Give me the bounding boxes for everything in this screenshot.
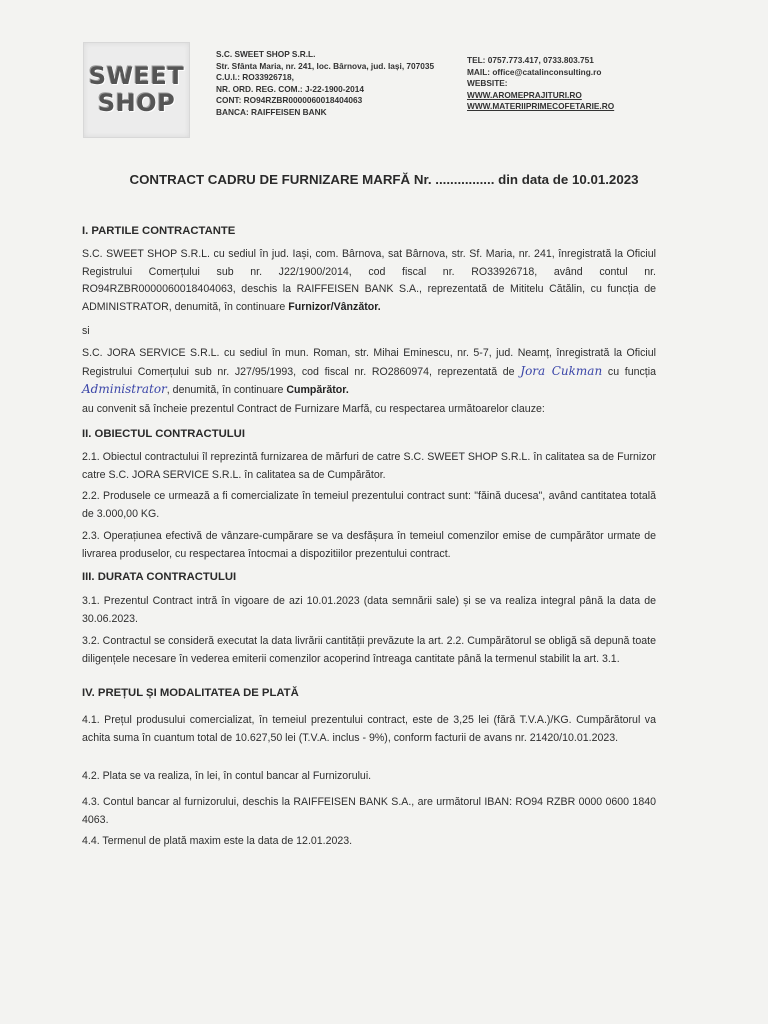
section-1-heading: I. PARTILE CONTRACTANTE [82,225,236,237]
company-reg-com: NR. ORD. REG. COM.: J-22-1900-2014 [216,83,365,94]
clause-4-2: 4.2. Plata se va realiza, în lei, în contul bancar al Furnizorului. [82,770,372,782]
website-link-2[interactable]: WWW.MATERIIPRIMECOFETARIE.RO [467,101,615,111]
supplier-role: Furnizor/Vânzător. [288,300,381,313]
clause-3-1: 3.1. Prezentul Contract intră în vigoare de azi 10.01.2023 (data semnării sale) și se va realiza integral până la data de 30.06.2023. [82,595,656,625]
logo-text-line1: SWEET [88,62,185,90]
section-1-supplier-paragraph [82,246,656,316]
company-details [216,49,481,118]
contact-website-label: WEBSITE: [467,78,508,88]
section-1-agreement: au convenit să încheie prezentul Contract de Furnizare Marfă, cu respectarea următoarelor clauze: [82,403,545,415]
clause-2-2: 2.2. Produsele ce urmează a fi comercializate în temeiul prezentului contract sunt: "făină ducesa", având cantitatea totală de 3.000,00 KG. [82,490,656,520]
contact-details [467,55,667,113]
logo-text-line2: SHOP [97,89,176,117]
handwritten-representative-name: Jora Cukman [520,363,603,378]
buyer-function-label: cu funcția [607,365,656,378]
section-1-si: si [82,325,90,337]
section-2-heading: II. OBIECTUL CONTRACTULUI [82,428,245,440]
clause-3-2: 3.2. Contractul se consideră executat la data livrării cantității prevăzute la art. 2.2. Cumpărătorul se obligă să depună toate diligențele necesare în vederea emiterii comenzilor acoperind întreaga cantitate până la termenul stabilit la art. 3.1. [82,635,656,665]
supplier-text: S.C. SWEET SHOP S.R.L. cu sediul în jud. Iași, com. Bârnova, sat Bârnova, str. Sf. Maria, nr. 241, înregistrată la Oficiul Registrului Comerțului sub nr. J22/1900/2014, cod fiscal nr. RO33926718, având contul nr. RO94RZBR0000060018404063, deschis la RAIFFEISEN BANK S.A., reprezentată de Mititelu Cătălin, cu funcția de ADMINISTRATOR, denumită, în continuare [82,248,656,313]
contract-title: CONTRACT CADRU DE FURNIZARE MARFĂ Nr. ................ din data de 10.01.2023 [129,172,639,187]
contact-phone: TEL: 0757.773.417, 0733.803.751 [467,55,594,65]
buyer-role: Cumpărător. [286,384,349,396]
company-address: Str. Sfânta Maria, nr. 241, loc. Bârnova, jud. Iași, 707035 [216,60,435,71]
clause-2-3: 2.3. Operațiunea efectivă de vânzare-cumpărare se va desfășura în temeiul comenzilor emise de cumpărător urmate de livrarea produselor, cu respectarea întocmai a dispozitiilor prezentului contract. [82,530,656,560]
section-1-buyer-paragraph [82,345,656,400]
clause-4-1: 4.1. Prețul produsului comercializat, în temeiul prezentului contract, este de 3,25 lei (fără T.V.A.)/KG. Cumpărătorul va achita suma în cuantum total de 10.627,50 lei (T.V.A. inclus - 9%), conform facturii de avans nr. 21420/10.01.2023. [82,714,656,744]
buyer-text: S.C. JORA SERVICE S.R.L. cu sediul în mun. Roman, str. Mihai Eminescu, nr. 5-7, jud. Neamț, înregistrată la Oficiul Registrului Comerțului sub nr. J27/95/1993, cod fiscal nr. RO2860974, reprezentată de [82,347,656,378]
buyer-text-end: , denumită, în continuare [166,384,284,396]
section-3-heading: III. DURATA CONTRACTULUI [82,571,237,583]
company-cui: C.U.I.: RO33926718, [216,72,294,82]
clause-4-4: 4.4. Termenul de plată maxim este la data de 12.01.2023. [82,835,353,847]
clause-4-3: 4.3. Contul bancar al furnizorului, deschis la RAIFFEISEN BANK S.A., are următorul IBAN: RO94 RZBR 0000 0600 1840 4063. [82,796,656,826]
section-4-heading: IV. PREȚUL ȘI MODALITATEA DE PLATĂ [82,687,299,699]
website-link-1[interactable]: WWW.AROMEPRAJITURI.RO [467,89,582,100]
clause-2-1: 2.1. Obiectul contractului îl reprezintă furnizarea de mărfuri de catre S.C. SWEET SHOP S.R.L. în calitatea sa de Furnizor catre S.C. JORA SERVICE S.R.L. în calitatea sa de Cumpărător. [82,451,656,481]
company-name: S.C. SWEET SHOP S.R.L. [216,49,316,59]
sweet-shop-logo [83,42,190,138]
company-account: CONT: RO94RZBR0000060018404063 [216,95,363,105]
company-bank: BANCA: RAIFFEISEN BANK [216,106,327,117]
contact-mail: MAIL: office@catalinconsulting.ro [467,66,602,77]
handwritten-representative-role: Administrator [82,382,167,396]
